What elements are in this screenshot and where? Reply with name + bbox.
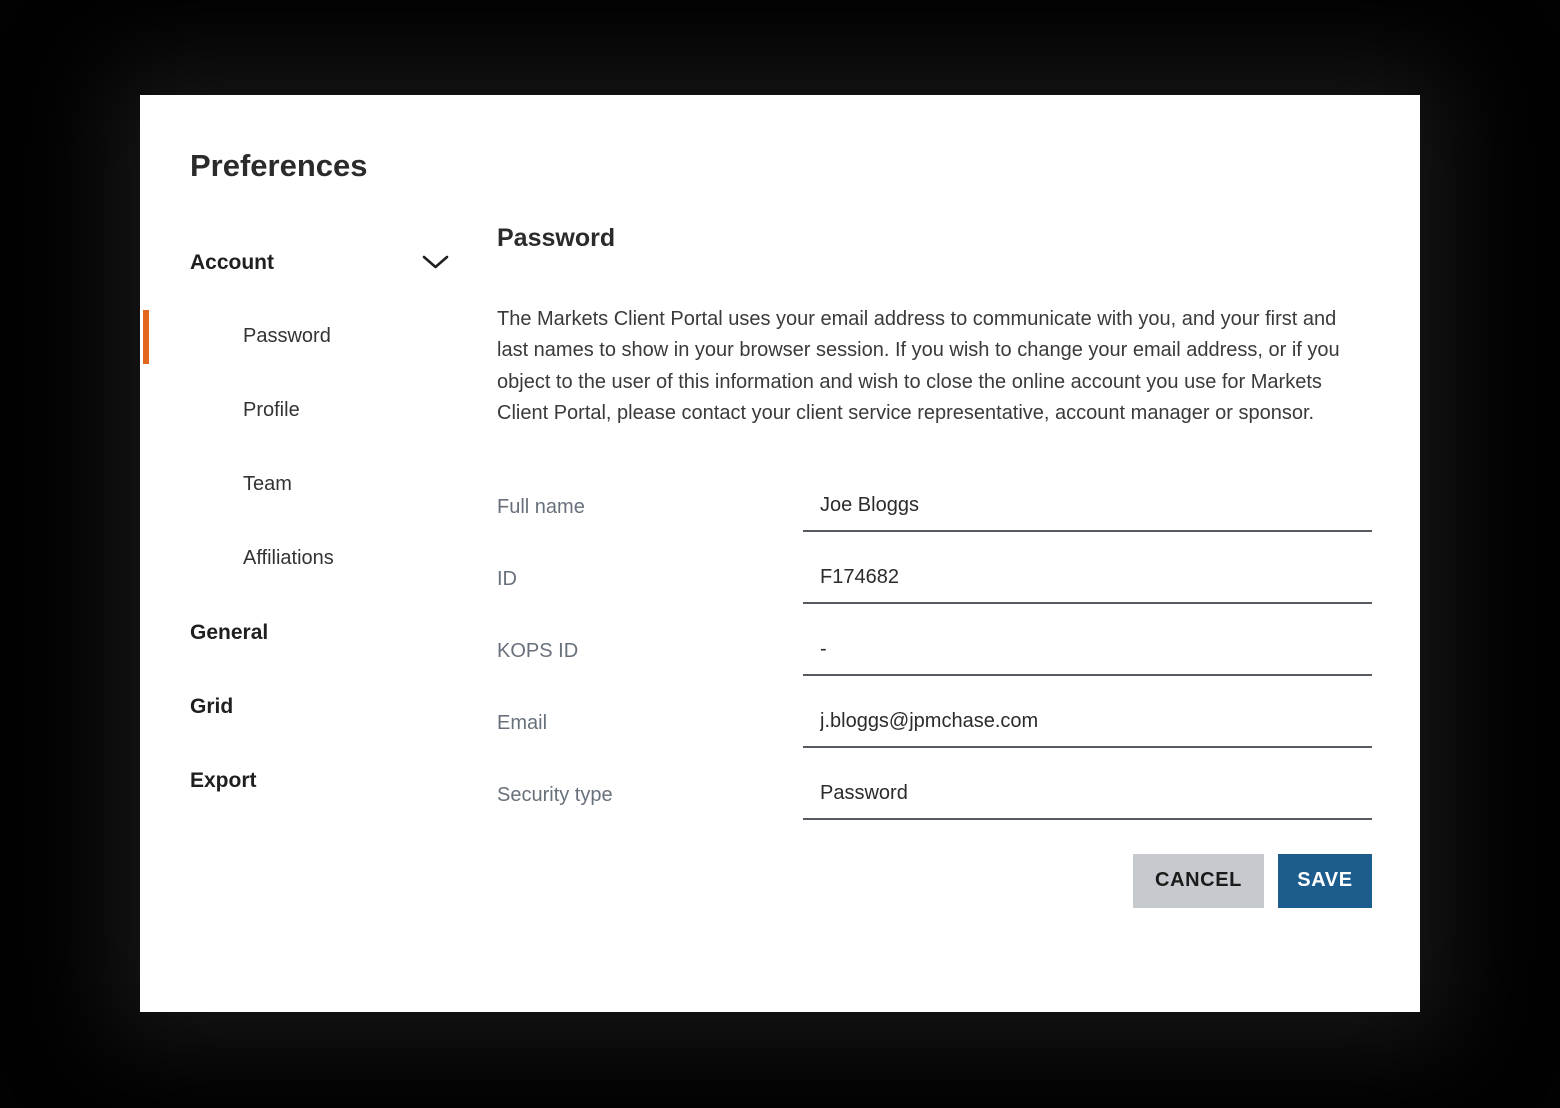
preferences-sidebar	[140, 226, 497, 908]
section-description: The Markets Client Portal uses your email address to communicate with you, and your first and last names to show in your browser session. If you wish to change your email address, or if you object to the user of this information and wish to close the online account you use for Markets Client Portal, please contact your client service representative, account manager or sponsor.	[497, 307, 1340, 425]
sidebar-item-password[interactable]	[140, 300, 497, 374]
cancel-button[interactable]: CANCEL	[1133, 854, 1264, 908]
section-heading: Password	[497, 223, 616, 252]
dialog-title: Preferences	[190, 148, 368, 183]
full-name-field[interactable]	[803, 494, 1372, 532]
email-field[interactable]	[803, 710, 1372, 748]
sidebar-item-export-label: Export	[190, 768, 257, 792]
security-type-field[interactable]	[803, 782, 1372, 820]
field-row-kops-id	[497, 638, 1372, 676]
dialog-body	[140, 223, 1420, 908]
field-row-email	[497, 710, 1372, 748]
sidebar-item-team-label: Team	[243, 473, 292, 496]
kops-id-field[interactable]	[803, 638, 1372, 676]
dialog-actions	[497, 854, 1372, 908]
sidebar-item-team[interactable]	[140, 448, 497, 522]
save-button[interactable]: SAVE	[1278, 854, 1372, 908]
preferences-dialog	[140, 95, 1420, 1012]
full-name-label: Full name	[497, 495, 585, 518]
sidebar-item-account[interactable]	[140, 226, 497, 300]
sidebar-item-grid[interactable]	[140, 670, 497, 744]
field-row-id	[497, 566, 1372, 604]
sidebar-item-affiliations[interactable]	[140, 522, 497, 596]
profile-form	[497, 494, 1372, 820]
sidebar-item-general-label: General	[190, 620, 269, 644]
email-label: Email	[497, 711, 548, 734]
sidebar-item-general[interactable]	[140, 596, 497, 670]
id-label: ID	[497, 567, 517, 590]
field-row-security-type	[497, 782, 1372, 820]
sidebar-item-account-label: Account	[190, 250, 274, 274]
sidebar-item-grid-label: Grid	[190, 694, 234, 718]
chevron-down-icon	[422, 255, 449, 270]
sidebar-item-affiliations-label: Affiliations	[243, 547, 334, 570]
security-type-label: Security type	[497, 783, 613, 806]
id-field[interactable]	[803, 566, 1372, 604]
sidebar-item-profile-label: Profile	[243, 399, 300, 422]
sidebar-item-export[interactable]	[140, 744, 497, 818]
kops-id-label: KOPS ID	[497, 639, 579, 662]
field-row-full-name	[497, 494, 1372, 532]
sidebar-item-profile[interactable]	[140, 374, 497, 448]
content-panel	[497, 223, 1420, 908]
sidebar-item-password-label: Password	[243, 325, 331, 348]
